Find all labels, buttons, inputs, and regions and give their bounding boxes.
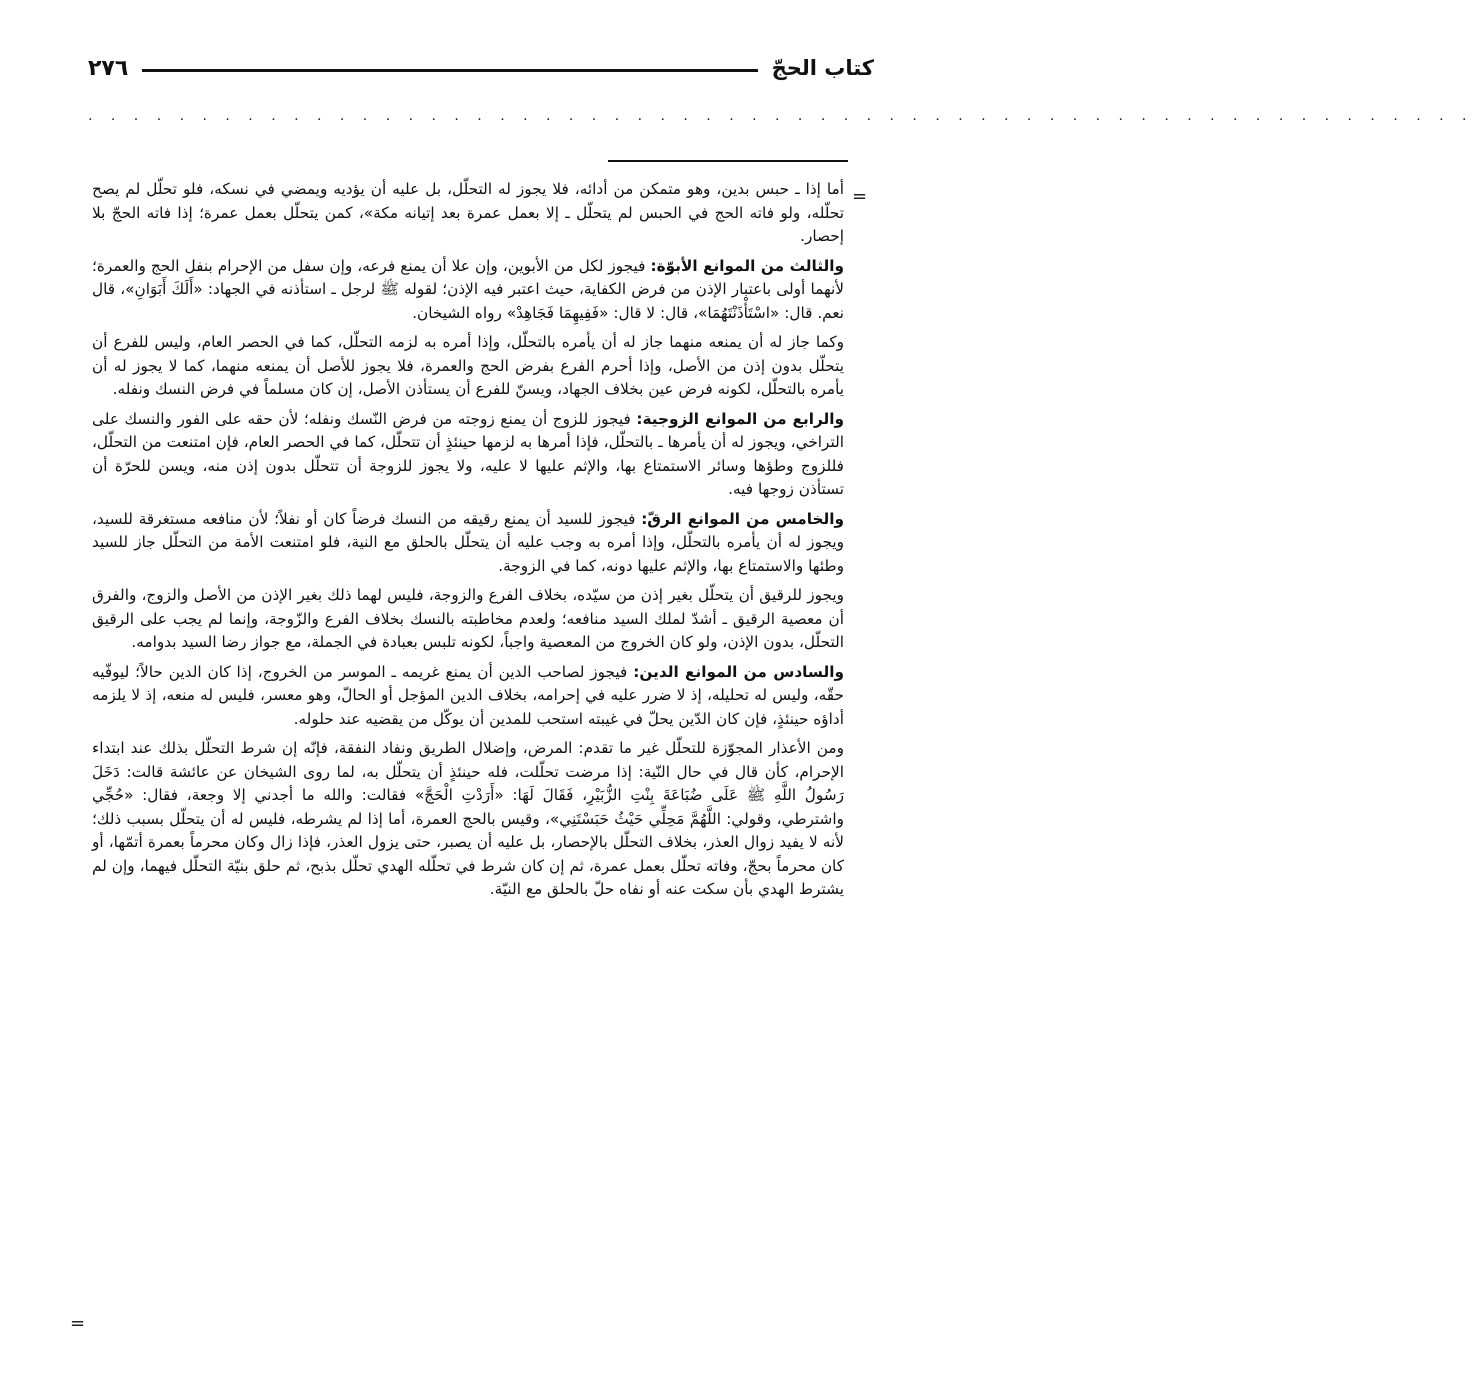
paragraph	[92, 737, 844, 902]
page-number: ٢٧٦	[88, 55, 129, 81]
paragraph	[92, 255, 844, 326]
paragraph	[92, 661, 844, 732]
paragraph-lead: والرابع من الموانع الزوجية:	[636, 409, 844, 428]
paragraph	[92, 408, 844, 502]
running-header	[88, 48, 874, 88]
margin-mark-top: =	[852, 186, 868, 207]
paragraph-text: وكما جاز له أن يمنعه منهما جاز له أن يأمره بالتحلّل، وإذا أمره به لزمه التحلّل، كما في الحصر العام، وليس للفرع أن يتحلّل بدون إذن من الأصل، وإذا أحرم الفرع بفرض الحج والعمرة، فلا يجوز للأصل أن يمنعه منهما، كما لا يجوز له أن يأمره بالتحلّل، لكونه فرض عين بخلاف الجهاد، ويسنّ للفرع أن يستأذن الأصل، إن كان مسلماً في فرض النسك ونفله.	[92, 333, 844, 398]
footnote-separator	[608, 160, 848, 162]
margin-mark-bottom: =	[70, 1313, 86, 1334]
paragraph	[92, 331, 844, 402]
paragraph-text: ويجوز للرقيق أن يتحلّل بغير إذن من سيّده، بخلاف الفرع والزوجة، فليس لهما ذلك بغير الإذن من الأصل والزوج، والفرق أن معصية الرقيق ـ أشدّ لملك السيد منافعه؛ ولعدم مخاطبته بالنسك بخلاف الفرع والزّوجة، وإنما لم يجب على الرقيق التحلّل، بدون الإذن، ولو كان الخروج من المعصية واجباً، لكونه تلبس بعبادة في الجملة، مع جواز رضا السيد بدوامه.	[92, 586, 844, 651]
paragraph-text: فيجوز للسيد أن يمنع رقيقه من النسك فرضاً كان أو نفلاً؛ لأن منافعه مستغرقة للسيد، ويجوز له أن يأمره بالتحلّل، وإذا أمره به وجب عليه أن يتحلّل بالحلق مع النية، فلو امتنعت الأمة من التحلّل جاز للسيد وطئها والاستمتاع بها، والإثم عليها دونه، كما في الزوجة.	[92, 509, 844, 575]
paragraph	[92, 178, 844, 249]
paragraph	[92, 508, 844, 579]
paragraph-lead: والثالث من الموانع الأبوّة:	[650, 256, 845, 275]
header-rule	[142, 69, 757, 72]
paragraph-lead: والخامس من الموانع الرقّ:	[641, 509, 844, 528]
paragraph-lead: والسادس من الموانع الدين:	[633, 662, 844, 681]
paragraph-text: فيجوز لصاحب الدين أن يمنع غريمه ـ الموسر من الخروج، إذا كان الدين حالاً؛ ليوفّيه حقّه، وليس له تحليله، إذ لا ضرر عليه في إحرامه، بخلاف الدين المؤجل أو الحالّ، وهو معسر، فليس له منعه، إذ لا يلزمه أداؤه حينئذٍ، فإن كان الدّين يحلّ في غيبته استحب للمدين أن يوكّل من يقضيه عند حلوله.	[92, 662, 844, 728]
paragraph-text: أما إذا ـ حبس بدين، وهو متمكن من أدائه، فلا يجوز له التحلّل، بل عليه أن يؤديه ويمضي في نسكه، فلو تحلّل لم يصح تحلّله، ولو فاته الحج في الحبس لم يتحلّل ـ إلا بعمل عمرة بعد إتيانه مكة»، كمن يتحلّل بعمل عمرة؛ إذا فاته الحجّ بلا إحصار.	[92, 180, 844, 245]
footnote-body	[92, 178, 844, 1329]
paragraph-text: فيجوز للزوج أن يمنع زوجته من فرض النّسك ونفله؛ لأن حقه على الفور والنسك على التراخي، ويجوز له أن يأمرها ـ بالتحلّل، فإذا أمرها به لزمها حينئذٍ أن تتحلّل، كما في الحصر العام، فإن امتنعت من التحلّل، فللزوج وطؤها وسائر الاستمتاع بها، والإثم عليها لا عليه، ولا يجوز للزوجة أن تتحلّل بدون إذن منه، ويسن للحرّة أن تستأذن زوجها فيه.	[92, 409, 844, 498]
paragraph	[92, 584, 844, 655]
paragraph-text: ومن الأعذار المجوّزة للتحلّل غير ما تقدم: المرض، وإضلال الطريق ونفاد النفقة، فإنّه إن شرط التحلّل بذلك عند ابتداء الإحرام، كأن قال في حال النّية: إذا مرضت تحلّلت، فله حينئذٍ أن يتحلّل به، لما روى الشيخان عن عائشة قالت: دَخَلَ رَسُولُ اللَّهِ ﷺ عَلَى ضُبَاعَةَ بِنْتِ الزُّبَيْرِ، فَقَالَ لَهَا: «أَرَدْتِ الْحَجَّ» فقالت: والله ما أجدني إلا وجعة، فقال: «حُجِّي واشترطي، وقولي: اللَّهُمَّ مَحِلِّي حَيْثُ حَبَسْتَنِي»، وقيس بالحج العمرة، أما إذا لم يشرطه، فليس له أن يتحلّل بسبب ذلك؛ لأنه لا يفيد زوال العذر، بخلاف التحلّل بالإحصار، بل عليه أن يصبر، حتى يزول العذر، فإذا زال وكان محرماً بعمرة أتمّها، أو كان محرماً بحجّ، وفاته تحلّل بعمل عمرة، ثم إن كان شرط في تحلّله الهدي تحلّل بذبح، ثم حلق بنيّة التحلّل فيهما، وإن لم يشترط الهدي بأن سكت عنه أو نفاه حلّ بالحلق مع النيّة.	[92, 739, 844, 898]
paragraph-text: فيجوز لكل من الأبوين، وإن علا أن يمنع فرعه، وإن سفل من الإحرام بنفل الحج والعمرة؛ لأنهما أولى باعتبار الإذن من فرض الكفاية، حيث اعتبر فيه الإذن؛ لقوله ﷺ لرجل ـ استأذنه في الجهاد: «أَلَكَ أَبَوَانِ»، قال نعم. قال: «اسْتَأْذَنْتَهُمَا»، قال: لا قال: «فَفِيهِمَا فَجَاهِدْ» رواه الشيخان.	[92, 256, 844, 322]
dotted-separator: . . . . . . . . . . . . . . . . . . . . . . . . . . . . . . . . . . . . . . . . . . . . . . . . . . . . . . . . . . . . .	[88, 108, 1473, 124]
chapter-title: كتاب الحجّ	[771, 56, 874, 80]
